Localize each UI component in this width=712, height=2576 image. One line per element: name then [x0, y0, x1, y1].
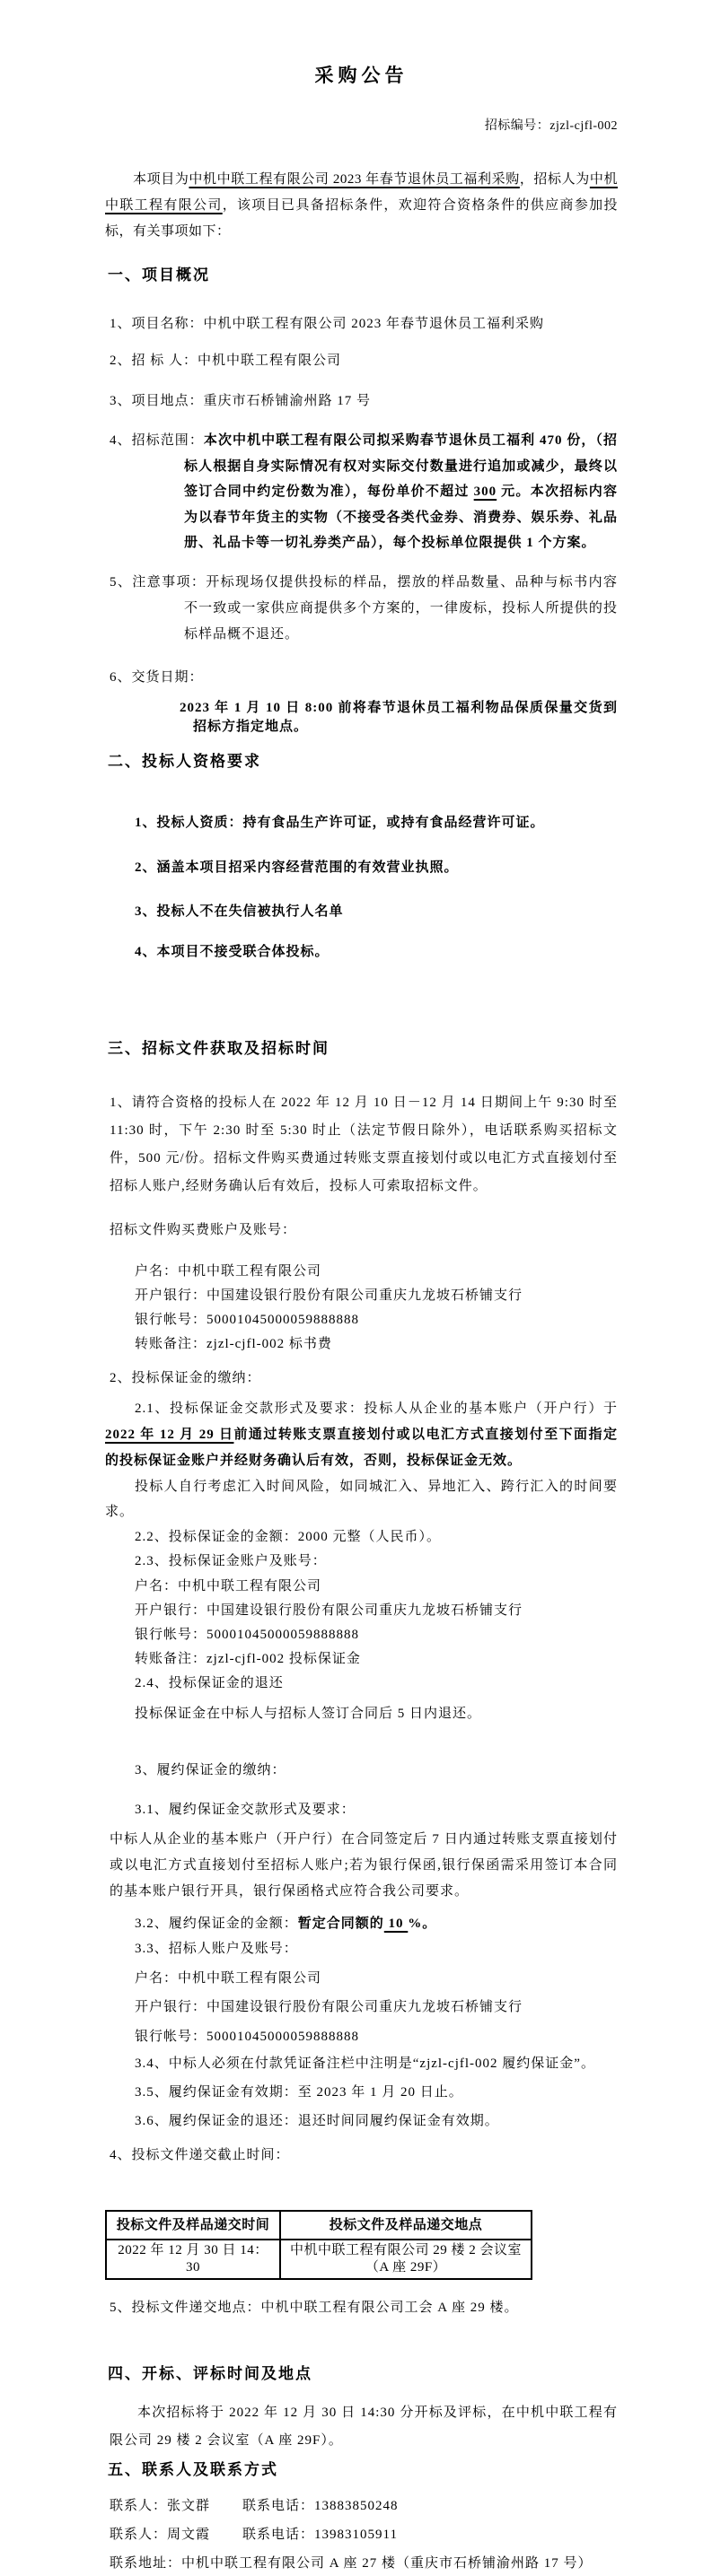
account2-number: 银行帐号：50001045000059888888 [135, 1627, 360, 1642]
project-name-item: 1、项目名称：中机中联工程有限公司 2023 年春节退休员工福利采购 [110, 317, 545, 331]
performance-bond-payment-text: 中标人从企业的基本账户（开户行）在合同签定后 7 日内通过转账支票直接划付或以电汇方式直接划付至招标人账户;若为银行保函,银行保函需采用签订本合同的基本账户银行开具，银行保函格式应符合我公司要求。 [110, 1831, 618, 1899]
account1-number: 银行帐号：50001045000059888888 [135, 1312, 360, 1327]
project-location-item: 3、项目地点：重庆市石桥铺渝州路 17 号 [110, 394, 372, 408]
notice-item [105, 570, 618, 648]
intro-tenderee-underlined: 中机中联工程有限公司 [105, 172, 618, 213]
performance-bond-payment-title: 3.1、履约保证金交款形式及要求： [135, 1802, 356, 1817]
table-header-time: 投标文件及样品递交时间 [106, 2211, 280, 2240]
contact-row-1 [110, 2493, 618, 2519]
section2-heading: 二、投标人资格要求 [108, 752, 261, 770]
tender-scope-text-2: 元。本次招标内容为以春节年货主的实物（不接受各类代金券、消费券、娱乐券、礼品册、礼品卡等一切礼券类产品），每个投标单位限提供 1 个方案。 [184, 485, 618, 550]
bid-bond-payment-paragraph [105, 1396, 618, 1474]
account3-number: 银行帐号：50001045000059888888 [135, 2029, 360, 2044]
performance-bond-amount-label: 3.2、履约保证金的金额： [135, 1916, 298, 1931]
submission-table-header [106, 2211, 532, 2240]
notice-text: 开标现场仅提供投标的样品，摆放的样品数量、品种与标书内容不一致或一家供应商提供多个方案的，一律废标，投标人所提供的投标样品概不退还。 [184, 574, 618, 642]
contact2-name: 联系人：周文霞 [110, 2528, 211, 2543]
account1-memo: 转账备注：zjzl-cjfl-002 标书费 [135, 1336, 332, 1351]
document-purchase-paragraph: 1、请符合资格的投标人在 2022 年 12 月 10 日－12 月 14 日期间上午 9:30 时至 11:30 时，下午 2:30 时至 5:30 时止（法定节假日除外），电话联系购买招标文件，500 元/份。招标文件购买费通过转账支票直接划付或以电汇方式直接划付至招标人账户,经财务确认后有效后，投标人可索取招标文件。 [110, 1095, 618, 1193]
submission-deadline-title: 4、投标文件递交截止时间： [110, 2148, 290, 2162]
table-header-location: 投标文件及样品递交地点 [280, 2211, 532, 2240]
performance-bond-amount-bold: 暂定合同额的 [297, 1916, 384, 1931]
section5-heading: 五、联系人及联系方式 [108, 2461, 278, 2478]
bid-bond-amount: 2.2、投标保证金的金额：2000 元整（人民币）。 [135, 1529, 442, 1544]
bid-bond-title: 2、投标保证金的缴纳： [110, 1370, 261, 1385]
performance-bond-percent-underlined: 10 [383, 1916, 409, 1931]
bid-bond-refund-text: 投标保证金在中标人与招标人签订合同后 5 日内退还。 [135, 1706, 482, 1721]
tender-scope-text-1: 本次中机中联工程有限公司拟采购春节退休员工福利 470 份，（招标人根据自身实际情况有权对实际交付数量进行追加或减少，最终以签订合同中约定份数为准），每份单价不超过 [184, 433, 618, 499]
intro-project-name-underlined: 中机中联工程有限公司 2023 年春节退休员工福利采购 [189, 172, 520, 187]
contact1-phone: 联系电话：13883850248 [242, 2499, 399, 2514]
qualification-item-3: 3、投标人不在失信被执行人名单 [135, 904, 344, 919]
contact-address: 联系地址：中机中联工程有限公司 A 座 27 楼（重庆市石桥铺渝州路 17 号） [110, 2556, 593, 2572]
payment-memo-requirement: 3.4、中标人必须在付款凭证备注栏中注明是“zjzl-cjfl-002 履约保证金”。 [135, 2056, 595, 2071]
tender-scope-label: 4、招标范围： [110, 433, 204, 448]
table-header-row [106, 2211, 532, 2240]
contact-row-2 [110, 2522, 618, 2547]
qualification-item-1: 1、投标人资质：持有食品生产许可证，或持有食品经营许可证。 [135, 815, 545, 830]
account1-holder: 户名：中机中联工程有限公司 [135, 1263, 322, 1279]
submission-table-body [106, 2240, 532, 2279]
transfer-risk-note: 投标人自行考虑汇入时间风险，如同城汇入、异地汇入、跨行汇入的时间要求。 [105, 1479, 618, 1519]
qualification-item-2: 2、涵盖本项目招采内容经营范围的有效营业执照。 [135, 860, 459, 875]
page-title: 采购公告 [314, 65, 409, 86]
table-row [106, 2240, 532, 2279]
account2-memo: 转账备注：zjzl-cjfl-002 投标保证金 [135, 1651, 361, 1666]
performance-bond-refund: 3.6、履约保证金的退还：退还时间同履约保证金有效期。 [135, 2114, 499, 2128]
section1-heading: 一、项目概况 [108, 266, 210, 284]
contact2-phone: 联系电话：13983105911 [242, 2528, 398, 2543]
tender-scope-price-underlined: 300 [473, 485, 497, 499]
bid-bond-account-title: 2.3、投标保证金账户及账号： [135, 1553, 327, 1568]
submission-table [105, 2210, 532, 2280]
performance-bond-amount-suffix: %。 [408, 1916, 437, 1931]
account3-holder: 户名：中机中联工程有限公司 [135, 1970, 322, 1986]
table-cell-time: 2022 年 12 月 30 日 14：30 [106, 2240, 280, 2279]
section3-heading: 三、招标文件获取及招标时间 [108, 1039, 330, 1057]
account2-holder: 户名：中机中联工程有限公司 [135, 1578, 322, 1594]
section4-heading: 四、开标、评标时间及地点 [108, 2365, 312, 2382]
bid-bond-deadline-underlined: 2022 年 12 月 29 日 [105, 1427, 234, 1442]
tender-number: 招标编号：zjzl-cjfl-002 [484, 119, 618, 133]
table-cell-location: 中机中联工程有限公司 29 楼 2 会议室（A 座 29F） [280, 2240, 532, 2279]
tender-scope-item [105, 428, 618, 556]
qualification-item-4: 4、本项目不接受联合体投标。 [135, 944, 330, 959]
account2-bank: 开户银行：中国建设银行股份有限公司重庆九龙坡石桥铺支行 [135, 1602, 523, 1618]
purchase-fee-account-title: 招标文件购买费账户及账号： [110, 1222, 297, 1237]
performance-bond-title: 3、履约保证金的缴纳： [135, 1762, 286, 1777]
bid-bond-payment-bold: 前通过转账支票直接划付或以电汇方式直接划付至下面指定的投标保证金账户并经财务确认后有效，否则，投标保证金无效。 [105, 1427, 618, 1468]
performance-bond-validity: 3.5、履约保证金有效期：至 2023 年 1 月 20 日止。 [135, 2085, 463, 2100]
tenderee-account-title: 3.3、招标人账户及账号： [135, 1941, 298, 1956]
delivery-date-detail: 2023 年 1 月 10 日 8:00 前将春节退休员工福利物品保质保量交货到招标方指定地点。 [180, 700, 618, 734]
performance-bond-amount [135, 1911, 618, 1936]
intro-text-1: 本项目为 [133, 172, 189, 187]
tenderee-item: 2、招 标 人：中机中联工程有限公司 [110, 354, 342, 368]
account1-bank: 开户银行：中国建设银行股份有限公司重庆九龙坡石桥铺支行 [135, 1288, 523, 1303]
intro-paragraph [105, 167, 618, 245]
intro-text-2: ，招标人为 [519, 172, 590, 187]
bid-opening-paragraph: 本次招标将于 2022 年 12 月 30 日 14:30 分开标及评标，在中机中联工程有限公司 29 楼 2 会议室（A 座 29F）。 [110, 2406, 618, 2448]
intro-text-3: ，该项目已具备招标条件，欢迎符合资格条件的供应商参加投标，有关事项如下： [105, 198, 618, 239]
delivery-date-item: 6、交货日期： [110, 669, 204, 685]
account3-bank: 开户银行：中国建设银行股份有限公司重庆九龙坡石桥铺支行 [135, 2000, 523, 2014]
bid-bond-payment-normal: 2.1、投标保证金交款形式及要求：投标人从企业的基本账户（开户行）于 [135, 1401, 618, 1416]
contact1-name: 联系人：张文群 [110, 2499, 211, 2514]
submission-location: 5、投标文件递交地点：中机中联工程有限公司工会 A 座 29 楼。 [110, 2301, 519, 2315]
bid-bond-refund-title: 2.4、投标保证金的退还 [135, 1675, 284, 1690]
notice-label: 5、注意事项： [110, 574, 207, 589]
